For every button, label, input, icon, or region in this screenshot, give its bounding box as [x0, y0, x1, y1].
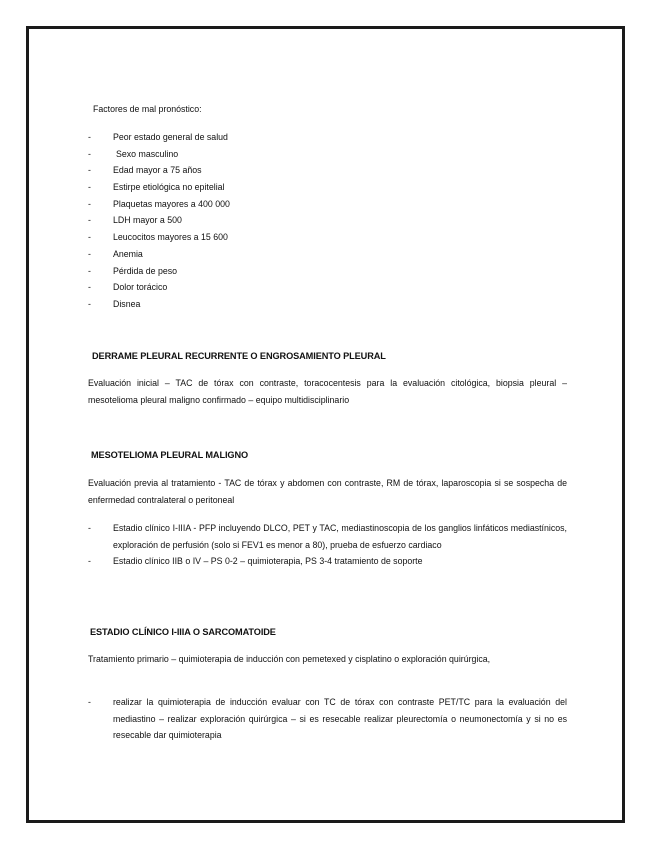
dash-bullet: - — [88, 697, 91, 707]
list-item: - Estadio clínico I-IIIA - PFP incluyendo DLCO, PET y TAC, mediastinoscopia de los ganglios linfáticos mediastínicos, exploración de perfusión (solo si FEV1 es menor a 80), prueba de esfuerzo cardiaco — [88, 520, 567, 553]
dash-bullet: - — [88, 232, 91, 243]
list-item: - Estadio clínico IIB o IV – PS 0-2 – quimioterapia, PS 3-4 tratamiento de soporte — [88, 553, 567, 570]
mesothelioma-list — [88, 520, 567, 570]
prognosis-title: Factores de mal pronóstico: — [93, 104, 202, 114]
list-item: - realizar la quimioterapia de inducción evaluar con TC de tórax con contraste PET/TC para la evaluación del mediastino – realizar exploración quirúrgica – si es resecable realizar pleurectomía o neumonectomía y si no es resecable dar quimioterapia — [88, 694, 567, 744]
effusion-paragraph: Evaluación inicial – TAC de tórax con contraste, toracocentesis para la evaluación citológica, biopsia pleural – mesotelioma pleural maligno confirmado – equipo multidisciplinario — [88, 378, 567, 405]
section-heading-stage: ESTADIO CLÍNICO I-IIIA O SARCOMATOIDE — [90, 627, 276, 637]
dash-bullet: - — [88, 248, 91, 259]
stage-list — [88, 694, 567, 744]
dash-bullet: - — [88, 215, 91, 226]
dash-bullet: - — [88, 298, 91, 309]
list-item: - Sexo masculino — [88, 146, 567, 163]
dash-bullet: - — [88, 182, 91, 193]
dash-bullet: - — [88, 523, 91, 533]
list-item: - Anemia — [88, 246, 567, 263]
prognosis-factor-list — [88, 129, 567, 313]
list-item: - Edad mayor a 75 años — [88, 162, 567, 179]
list-item: - Dolor torácico — [88, 279, 567, 296]
dash-bullet: - — [88, 198, 91, 209]
section-heading-effusion: DERRAME PLEURAL RECURRENTE O ENGROSAMIENTO PLEURAL — [92, 351, 386, 361]
stage-paragraph: Tratamiento primario – quimioterapia de inducción con pemetexed y cisplatino o exploración quirúrgica, — [88, 654, 491, 664]
list-item: - Leucocitos mayores a 15 600 — [88, 229, 567, 246]
dash-bullet: - — [88, 165, 91, 176]
mesothelioma-paragraph: Evaluación previa al tratamiento - TAC de tórax y abdomen con contraste, RM de tórax, laparoscopia si se sospecha de enfermedad contralateral o peritoneal — [88, 478, 567, 505]
section-heading-mesothelioma: MESOTELIOMA PLEURAL MALIGNO — [91, 450, 249, 460]
dash-bullet: - — [88, 148, 91, 159]
dash-bullet: - — [88, 556, 91, 566]
list-item: - Plaquetas mayores a 400 000 — [88, 196, 567, 213]
list-item: - Disnea — [88, 296, 567, 313]
dash-bullet: - — [88, 265, 91, 276]
list-item: - LDH mayor a 500 — [88, 212, 567, 229]
list-item: - Estirpe etiológica no epitelial — [88, 179, 567, 196]
list-item: - Pérdida de peso — [88, 263, 567, 280]
dash-bullet: - — [88, 132, 91, 142]
dash-bullet: - — [88, 282, 91, 293]
list-item: - Peor estado general de salud — [88, 129, 567, 146]
